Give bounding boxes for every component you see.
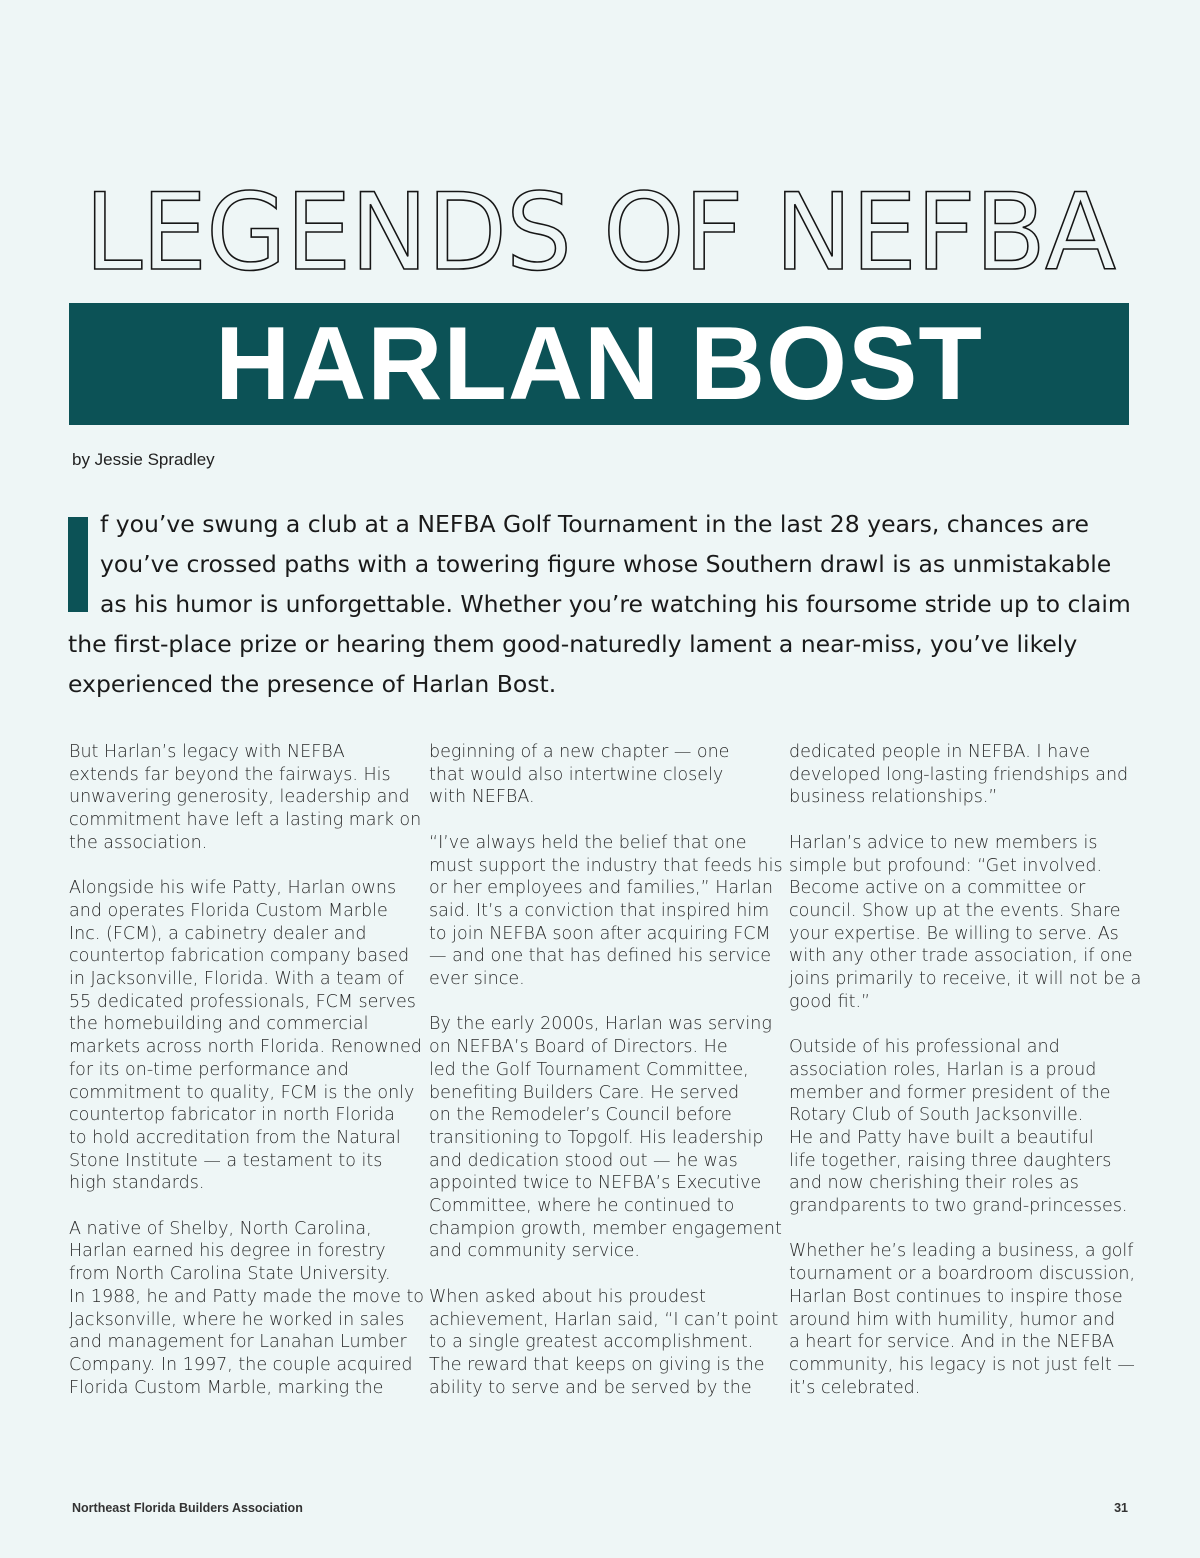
body-text-line: champion growth, member engagement (429, 1218, 782, 1239)
body-text-line: tournament or a boardroom discussion, (789, 1264, 1136, 1285)
body-text-line: ever since. (429, 969, 525, 990)
body-text-line: and now cherishing their roles as (789, 1173, 1079, 1194)
body-text-line: joins primarily to receive, it will not be a (789, 969, 1142, 990)
body-text-line: In 1988, he and Patty made the move to (69, 1286, 425, 1307)
body-text-line: Harlan Bost continues to inspire those (789, 1286, 1123, 1307)
body-text-line: and management for Lanahan Lumber (69, 1332, 407, 1353)
footer-page-number: 31 (1114, 1501, 1128, 1515)
body-text-line: led the Golf Tournament Committee, (429, 1059, 749, 1080)
body-text-line: good fit.” (789, 991, 871, 1012)
body-text-line: life together, raising three daughters (789, 1150, 1112, 1171)
body-text-line: 55 dedicated professionals, FCM serves (69, 991, 416, 1012)
body-text-line: that would also intertwine closely (429, 764, 724, 785)
body-text-line: with any other trade association, if one (789, 946, 1133, 967)
body-text-line: beginning of a new chapter — one (429, 742, 730, 762)
body-text-line: to join NEFBA soon after acquiring FCM (429, 923, 771, 944)
body-text-line: council. Show up at the events. Share (789, 900, 1121, 921)
body-text-line: your expertise. Be willing to serve. As (789, 923, 1119, 944)
body-text-line: dedicated people in NEFBA. I have (789, 742, 1091, 762)
paragraph-gap (789, 809, 1129, 832)
body-text-line: Jacksonville, where he worked in sales (69, 1309, 405, 1330)
body-column-2 (429, 741, 783, 1399)
body-column-1 (69, 741, 425, 1399)
body-text-line: association roles, Harlan is a proud (789, 1059, 1097, 1080)
body-text-line: Harlan’s advice to new members is (789, 832, 1098, 853)
body-text-line: — and one that has defined his service (429, 946, 772, 967)
paragraph-gap (789, 1013, 1129, 1036)
body-text-line: a heart for service. And in the NEFBA (789, 1332, 1115, 1353)
body-text-line: commitment have left a lasting mark on (69, 810, 422, 831)
body-text-line: markets across north Florida. Renowned (69, 1037, 422, 1058)
body-text-line: member and former president of the (789, 1082, 1111, 1103)
body-text-line: grandparents to two grand-princesses. (789, 1196, 1128, 1217)
lede-line: f you’ve swung a club at a NEFBA Golf Tournament in the last 28 years, chances are (100, 510, 1089, 538)
paragraph-gap (429, 1263, 769, 1286)
body-text-line: around him with humility, humor and (789, 1309, 1116, 1330)
body-text-line: Rotary Club of South Jacksonville. (789, 1105, 1084, 1126)
paragraph-gap (429, 809, 769, 832)
body-text-line: to a single greatest accomplishment. (429, 1332, 754, 1353)
body-text-line: on NEFBA’s Board of Directors. He (429, 1037, 728, 1058)
body-text-line: “I’ve always held the belief that one (429, 832, 747, 853)
body-text-line: business relationships.” (789, 787, 998, 808)
article-title: HARLAN BOST (215, 306, 983, 422)
body-text-line: Inc. (FCM), a cabinetry dealer and (69, 923, 367, 944)
paragraph-gap (69, 855, 409, 878)
body-text-line: on the Remodeler’s Council before (429, 1105, 732, 1126)
body-text-line: Alongside his wife Patty, Harlan owns (69, 878, 397, 899)
body-text-line: extends far beyond the fairways. His (69, 764, 391, 785)
body-text-line: By the early 2000s, Harlan was serving (429, 1014, 772, 1035)
body-text-line: benefiting Builders Care. He served (429, 1082, 740, 1103)
body-text-line: countertop fabrication company based (69, 946, 410, 967)
lede-paragraph (68, 504, 1131, 704)
body-text-line: The reward that keeps on giving is the (429, 1354, 765, 1375)
body-text-line: simple but profound: “Get involved. (789, 855, 1103, 876)
title-band (69, 303, 1129, 425)
body-text-line: in Jacksonville, Florida. With a team of (69, 969, 404, 990)
paragraph-gap (69, 1195, 409, 1218)
body-text-line: community, his legacy is not just felt — (789, 1354, 1135, 1375)
body-text-line: from North Carolina State University. (69, 1264, 391, 1285)
body-text-line: and community service. (429, 1241, 640, 1262)
body-text-line: But Harlan’s legacy with NEFBA (69, 742, 345, 762)
body-text-line: unwavering generosity, leadership and (69, 787, 410, 808)
paragraph-gap (789, 1218, 1129, 1241)
body-text-line: Florida Custom Marble, marking the (69, 1377, 384, 1398)
body-text-line: When asked about his proudest (429, 1286, 706, 1307)
body-text-line: Whether he’s leading a business, a golf (789, 1241, 1134, 1262)
body-text-line: developed long-lasting friendships and (789, 764, 1129, 785)
body-text-line: appointed twice to NEFBA’s Executive (429, 1173, 762, 1194)
lede-line: experienced the presence of Harlan Bost. (68, 670, 557, 698)
body-text-line: to hold accreditation from the Natural (69, 1127, 401, 1148)
lede-line: the first-place prize or hearing them good-naturedly lament a near-miss, you’ve likely (68, 630, 1078, 658)
body-text-line: commitment to quality, FCM is the only (69, 1082, 415, 1103)
body-text-line: with NEFBA. (429, 787, 535, 808)
paragraph-gap (429, 991, 769, 1014)
lede-line: you’ve crossed paths with a towering figure whose Southern drawl is as unmistakable (100, 550, 1112, 578)
body-text-line: Stone Institute — a testament to its (69, 1150, 383, 1171)
body-text-line: it’s celebrated. (789, 1377, 921, 1398)
body-text-line: and dedication stood out — he was (429, 1150, 738, 1171)
body-text-line: the homebuilding and commercial (69, 1014, 369, 1035)
body-text-line: Harlan earned his degree in forestry (69, 1241, 386, 1262)
body-text-line: A native of Shelby, North Carolina, (69, 1218, 372, 1239)
section-kicker (68, 168, 1132, 298)
byline: by Jessie Spradley (72, 450, 215, 469)
body-text-line: high standards. (69, 1173, 205, 1194)
lede-line: as his humor is unforgettable. Whether you’re watching his foursome stride up to claim (100, 590, 1131, 618)
body-text-line: Committee, where he continued to (429, 1196, 735, 1217)
body-text-line: Company. In 1997, the couple acquired (69, 1354, 413, 1375)
body-text-line: He and Patty have built a beautiful (789, 1127, 1094, 1148)
body-text-line: and operates Florida Custom Marble (69, 900, 388, 921)
body-text-line: ability to serve and be served by the (429, 1377, 752, 1398)
section-kicker-text: LEGENDS OF NEFBA (84, 171, 1116, 294)
body-text-line: achievement, Harlan said, “I can’t point (429, 1309, 779, 1330)
body-text-line: said. It’s a conviction that inspired him (429, 900, 770, 921)
body-text-line: for its on-time performance and (69, 1059, 349, 1080)
body-text-line: Outside of his professional and (789, 1037, 1060, 1058)
body-text-line: the association. (69, 832, 208, 853)
body-text-line: transitioning to Topgolf. His leadership (429, 1127, 764, 1148)
body-text-line: must support the industry that feeds his (429, 855, 783, 876)
body-text-line: or her employees and families,” Harlan (429, 878, 773, 899)
body-text-line: Become active on a committee or (789, 878, 1086, 899)
footer-publication: Northeast Florida Builders Association (72, 1501, 303, 1515)
body-text-line: countertop fabricator in north Florida (69, 1105, 395, 1126)
body-column-3 (789, 741, 1142, 1399)
